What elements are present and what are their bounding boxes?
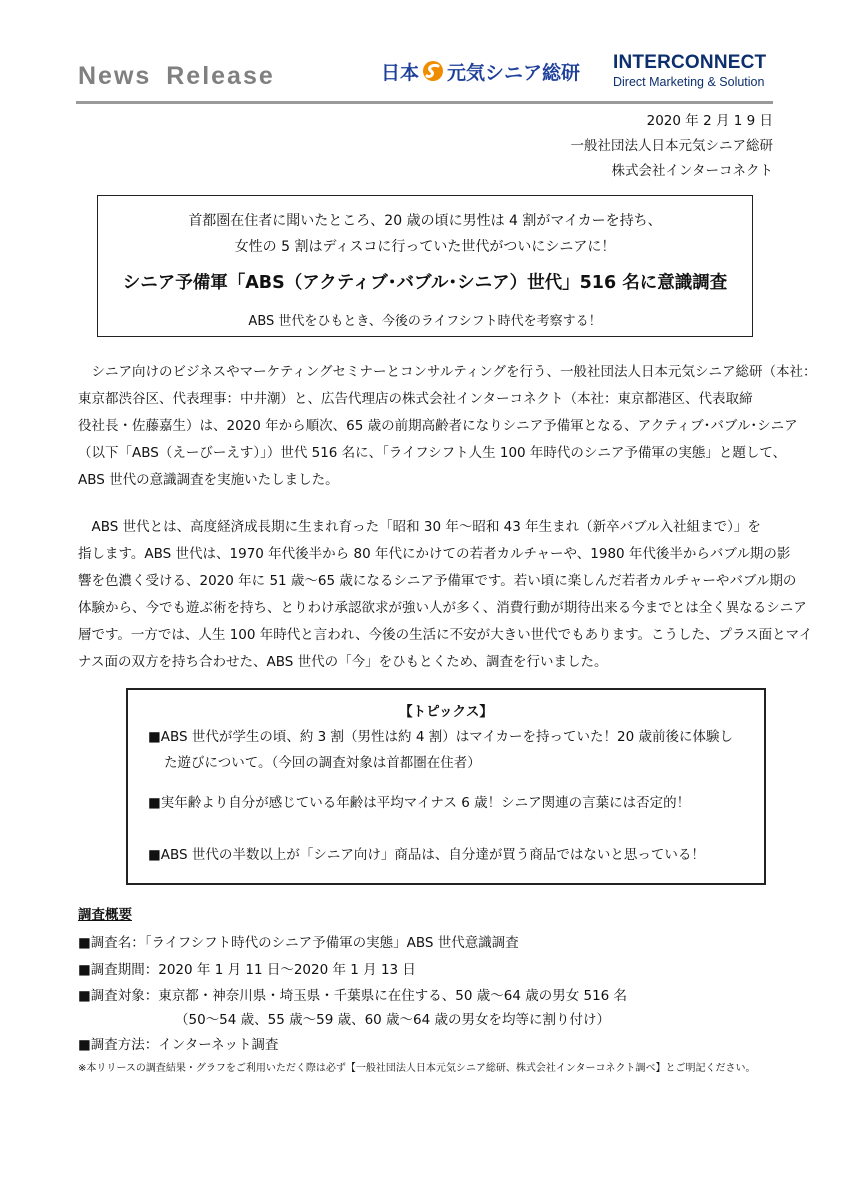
headline-tagline: ABS 世代をひもとき、今後のライフシフト時代を考察する！	[248, 314, 602, 329]
footnote: ※本リリースの調査結果・グラフをご利用いただく際は必ず【一般社団法人日本元気シニア総研、株式会社インターコネクト調べ】とご明記ください。	[78, 1063, 756, 1074]
survey-name: ■調査名：「ライフシフト時代のシニア予備軍の実態」ABS 世代意識調査	[78, 935, 519, 951]
paragraph-line: 指します。ABS 世代は、1970 年代後半から 80 年代にかけての若者カルチャーや、1980 年代後半からバブル期の影	[78, 546, 791, 562]
nihon-genki-senior-logo	[381, 56, 580, 86]
survey-overview-heading: 調査概要	[78, 907, 132, 923]
paragraph-line: 層です。一方では、人生 100 年時代と言われ、今後の生活に不安が大きい世代でもあります。こうした、プラス面とマイ	[78, 627, 813, 643]
logo-jp-text-2: 元気シニア総研	[447, 61, 581, 84]
topic-line: ■ABS 世代が学生の頃、約 3 割（男性は約 4 割）はマイカーを持っていた！20 歳前後に体験し	[148, 729, 734, 745]
topics-box	[126, 688, 766, 885]
paragraph-line: 体験から、今でも遊ぶ術を持ち、とりわけ承認欲求が強い人が多く、消費行動が期待出来る今までとは全く異なるシニア	[78, 600, 807, 616]
release-date: 2020 年 2 月 1 9 日	[646, 113, 773, 129]
intro-paragraph	[78, 359, 817, 494]
topic-line: ■実年齢より自分が感じている年齢は平均マイナス 6 歳！シニア関連の言葉には否定的！	[148, 795, 691, 811]
logo-jp-text-1: 日本	[381, 61, 420, 84]
paragraph-line: 東京都渋谷区、代表理事：中井潮）と、広告代理店の株式会社インターコネクト（本社：東京都港区、代表取締	[78, 391, 753, 407]
topic-item	[148, 790, 753, 816]
topic-line: ■ABS 世代の半数以上が「シニア向け」商品は、自分達が買う商品ではないと思っている！	[148, 847, 705, 863]
paragraph-line: シニア向けのビジネスやマーケティングセミナーとコンサルティングを行う、一般社団法人日本元気シニア総研（本社：	[78, 364, 817, 380]
topic-item	[148, 724, 753, 776]
interconnect-subtitle: Direct Marketing & Solution	[613, 75, 765, 89]
paragraph-line: ABS 世代とは、高度経済成長期に生まれ育った「昭和 30 年～昭和 43 年生まれ（新卒バブル入社組まで）」を	[78, 519, 761, 535]
topics-title: 【トピックス】	[399, 704, 493, 720]
survey-target-detail: （50～54 歳、55 歳～59 歳、60 歳～64 歳の男女を均等に割り付け）	[175, 1012, 611, 1028]
headline-box	[97, 195, 753, 337]
swoosh-logo-icon	[422, 60, 444, 82]
headline-title: シニア予備軍「ABS（アクティブ･バブル･シニア）世代」516 名に意識調査	[122, 273, 728, 293]
interconnect-name: INTERCONNECT	[613, 52, 767, 73]
header-divider	[76, 101, 773, 104]
paragraph-line: 響を色濃く受ける、2020 年に 51 歳～65 歳になるシニア予備軍です。若い頃に楽しんだ若者カルチャーやバブル期の	[78, 573, 797, 589]
headline-subtitle-1: 首都圏在住者に聞いたところ、20 歳の頃に男性は 4 割がマイカーを持ち、	[188, 213, 662, 229]
organization-2: 株式会社インターコネクト	[611, 163, 773, 179]
survey-method: ■調査方法：インターネット調査	[78, 1037, 279, 1053]
survey-period: ■調査期間：2020 年 1 月 11 日～2020 年 1 月 13 日	[78, 962, 416, 978]
paragraph-line: 役社長・佐藤嘉生）は、2020 年から順次、65 歳の前期高齢者になりシニア予備軍となる、アクティブ･バブル･シニア	[78, 418, 798, 434]
abs-definition-paragraph	[78, 514, 813, 676]
news-release-label: News Release	[78, 62, 275, 90]
topic-item	[148, 842, 753, 868]
headline-subtitle-2: 女性の 5 割はディスコに行っていた世代がついにシニアに！	[234, 239, 616, 255]
organization-1: 一般社団法人日本元気シニア総研	[570, 138, 773, 154]
topic-line: た遊びについて。（今回の調査対象は首都圏在住者）	[164, 755, 481, 771]
interconnect-logo	[613, 52, 773, 89]
paragraph-line: ナス面の双方を持ち合わせた、ABS 世代の「今」をひもとくため、調査を行いました。	[78, 654, 608, 670]
paragraph-line: （以下「ABS（えーびーえす）」）世代 516 名に、「ライフシフト人生 100 年時代のシニア予備軍の実態」と題して、	[78, 445, 787, 461]
survey-target: ■調査対象：東京都・神奈川県・埼玉県・千葉県に在住する、50 歳～64 歳の男女 516 名	[78, 988, 628, 1004]
paragraph-line: ABS 世代の意識調査を実施いたしました。	[78, 472, 339, 488]
